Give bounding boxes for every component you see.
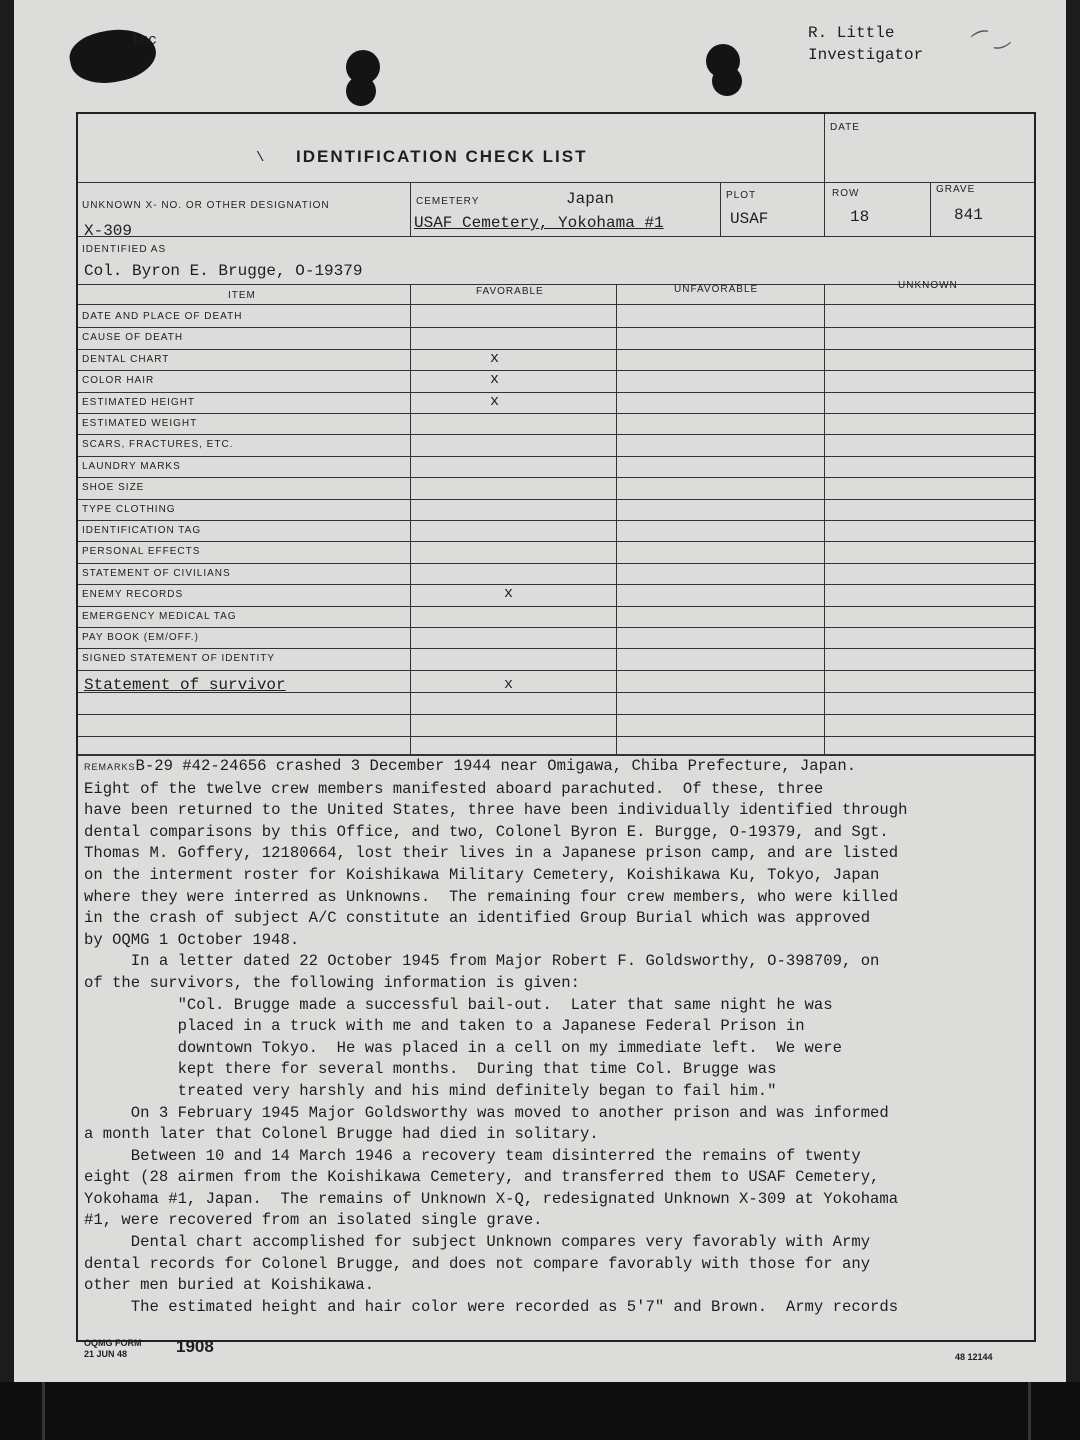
checklist-row-rule [78, 477, 1034, 478]
cemetery-value: USAF Cemetery, Yokohama #1 [414, 214, 664, 232]
checklist-item-label: PAY BOOK (EM/OFF.) [82, 632, 199, 643]
remarks-block [84, 756, 1034, 1318]
remarks-line: placed in a truck with me and taken to a Japanese Federal Prison in [84, 1017, 805, 1036]
unknown-value: X-309 [84, 222, 133, 240]
column-item: ITEM [228, 290, 256, 301]
remarks-line: Yokohama #1, Japan. The remains of Unknown X-Q, redesignated Unknown X-309 at Yokohama [84, 1189, 899, 1208]
checklist-item-label: DENTAL CHART [82, 353, 170, 365]
checklist-item-label: DATE AND PLACE OF DEATH [82, 311, 243, 322]
grave-label: GRAVE [936, 184, 976, 195]
checklist-item-label: SHOE SIZE [82, 482, 145, 494]
date-label: DATE [830, 122, 860, 133]
cemetery-label: CEMETERY [416, 196, 480, 207]
checklist-row-rule [78, 648, 1034, 649]
identified-label: IDENTIFIED AS [82, 244, 167, 255]
designation-divider [410, 182, 411, 236]
checklist-item-label: LAUNDRY MARKS [82, 460, 181, 472]
remarks-label: REMARKS [84, 762, 136, 772]
blank-rule-1 [78, 692, 1034, 693]
remarks-line: The estimated height and hair color were recorded as 5'7" and Brown. Army records [84, 1297, 899, 1316]
designation-rule [78, 236, 1034, 237]
checklist-item-label: ENEMY RECORDS [82, 589, 184, 601]
checklist-favorable-mark: x [490, 371, 500, 389]
checklist-row-rule [78, 541, 1034, 542]
checklist-row-rule [78, 670, 1034, 671]
remarks-line: #1, were recovered from an isolated single grave. [84, 1211, 543, 1230]
remarks-line: kept there for several months. During that time Col. Brugge was [84, 1060, 777, 1079]
checklist-row-rule [78, 327, 1034, 328]
plot-label: PLOT [726, 190, 757, 201]
investigator-block [808, 22, 923, 66]
investigator-title: Investigator [808, 46, 924, 64]
remarks-line: a month later that Colonel Brugge had died in solitary. [84, 1125, 599, 1144]
grid-col-3 [824, 284, 825, 754]
checklist-item-label: PERSONAL EFFECTS [82, 546, 201, 558]
remarks-text [84, 757, 907, 1316]
checklist-row-rule [78, 392, 1034, 393]
checklist-item-label: TYPE CLOTHING [82, 503, 176, 515]
checklist-row-rule [78, 584, 1034, 585]
row-value: 18 [850, 208, 870, 226]
remarks-line: other men buried at Koishikawa. [84, 1276, 375, 1295]
checklist-item-label: ESTIMATED HEIGHT [82, 396, 196, 408]
identified-rule [78, 284, 1034, 285]
remarks-line: Between 10 and 14 March 1946 a recovery team disinterred the remains of twenty [84, 1146, 861, 1165]
print-code: 48 12144 [955, 1352, 993, 1362]
plot-divider [720, 182, 721, 236]
checklist-item-label: CAUSE OF DEATH [82, 332, 184, 344]
punch-hole-right-lower [712, 66, 742, 96]
checklist-item-label: IDENTIFICATION TAG [82, 525, 202, 536]
row-divider [824, 182, 825, 236]
column-unknown: UNKNOWN [898, 280, 958, 291]
remarks-line: B-29 #42-24656 crashed 3 December 1944 near Omigawa, Chiba Prefecture, Japan. [135, 757, 857, 775]
date-divider [824, 114, 825, 182]
remarks-line: treated very harshly and his mind definitely began to fail him." [84, 1081, 777, 1100]
form-line-1: OQMG FORM [84, 1338, 142, 1348]
unknown-label: UNKNOWN X- NO. OR OTHER DESIGNATION [82, 200, 330, 211]
form-line-2: 21 JUN 48 [84, 1349, 128, 1359]
grid-col-2 [616, 284, 617, 754]
investigator-name: R. Little [808, 24, 895, 42]
file-code: lrc [130, 32, 158, 49]
checklist-item-label: SCARS, FRACTURES, ETC. [82, 439, 234, 451]
identification-form [76, 112, 1036, 1342]
remarks-line: Eight of the twelve crew members manifested aboard parachuted. Of these, three [84, 779, 824, 798]
form-number: 1908 [176, 1337, 214, 1356]
handwritten-initials: ⁀ ‿ [967, 22, 1012, 58]
column-unfavorable: UNFAVORABLE [674, 284, 759, 295]
remarks-line: Dental chart accomplished for subject Unknown compares very favorably with Army [84, 1233, 871, 1252]
checklist-item-label: COLOR HAIR [82, 375, 155, 387]
cemetery-country: Japan [566, 190, 615, 208]
checklist-favorable-mark: x [490, 392, 500, 410]
grid-col-1 [410, 284, 411, 754]
extra-item-favorable-mark: x [504, 676, 514, 693]
checklist-row-rule [78, 370, 1034, 371]
remarks-line: "Col. Brugge made a successful bail-out. Later that same night he was [84, 995, 833, 1014]
header-rule [78, 304, 1034, 305]
blank-rule-2 [78, 714, 1034, 715]
grave-divider [930, 182, 931, 236]
desk-edge-right [1028, 1382, 1031, 1440]
remarks-line: eight (28 airmen from the Koishikawa Cemetery, and transferred them to USAF Cemetery, [84, 1168, 880, 1187]
checklist-item-label: SIGNED STATEMENT OF IDENTITY [82, 653, 276, 665]
punch-hole-left-lower [346, 76, 376, 106]
row-label: ROW [832, 188, 860, 199]
remarks-line: of the survivors, the following information is given: [84, 973, 580, 992]
remarks-line: downtown Tokyo. He was placed in a cell on my immediate left. We were [84, 1038, 842, 1057]
remarks-line: have been returned to the United States, three have been individually identified through [84, 801, 908, 820]
blank-rule-3 [78, 736, 1034, 737]
checklist-item-label: EMERGENCY MEDICAL TAG [82, 610, 237, 622]
remarks-line: by OQMG 1 October 1948. [84, 930, 300, 949]
remarks-line: dental records for Colonel Brugge, and does not compare favorably with those for any [84, 1254, 871, 1273]
remarks-line: On 3 February 1945 Major Goldsworthy was moved to another prison and was informed [84, 1103, 889, 1122]
checklist-row-rule [78, 413, 1034, 414]
checklist-row-rule [78, 520, 1034, 521]
desk-edge-left [42, 1382, 45, 1440]
grave-value: 841 [954, 206, 983, 224]
checklist-row-rule [78, 499, 1034, 500]
remarks-line: in the crash of subject A/C constitute an identified Group Burial which was approved [84, 909, 871, 928]
checklist-row-rule [78, 434, 1034, 435]
remarks-line: Thomas M. Goffery, 12180664, lost their lives in a Japanese prison camp, and are listed [84, 844, 899, 863]
checklist-row-rule [78, 349, 1034, 350]
remarks-line: In a letter dated 22 October 1945 from Major Robert F. Goldsworthy, O-398709, on [84, 952, 880, 971]
checklist-row-rule [78, 563, 1034, 564]
identified-value: Col. Byron E. Brugge, O-19379 [84, 262, 363, 280]
remarks-line: dental comparisons by this Office, and two, Colonel Byron E. Burgge, O-19379, and Sgt. [84, 822, 889, 841]
column-favorable: FAVORABLE [476, 286, 544, 297]
desk-shadow [0, 1382, 1080, 1440]
remarks-line: on the interment roster for Koishikawa Military Cemetery, Koishikawa Ku, Tokyo, Japan [84, 865, 880, 884]
checklist-row-rule [78, 456, 1034, 457]
plot-value: USAF [730, 210, 769, 228]
checklist-favorable-mark: x [490, 349, 500, 367]
remarks-line: where they were interred as Unknowns. The remaining four crew members, who were killed [84, 887, 899, 906]
tick-mark: \ [256, 150, 265, 166]
checklist-item-label: ESTIMATED WEIGHT [82, 418, 198, 429]
title-rule [78, 182, 1034, 183]
form-title: IDENTIFICATION CHECK LIST [296, 147, 588, 166]
checklist-item-label: STATEMENT OF CIVILIANS [82, 567, 231, 579]
checklist-favorable-mark: x [504, 585, 514, 603]
checklist-row-rule [78, 606, 1034, 607]
form-designation [84, 1338, 142, 1360]
extra-item-label: Statement of survivor [84, 676, 286, 694]
checklist-row-rule [78, 627, 1034, 628]
